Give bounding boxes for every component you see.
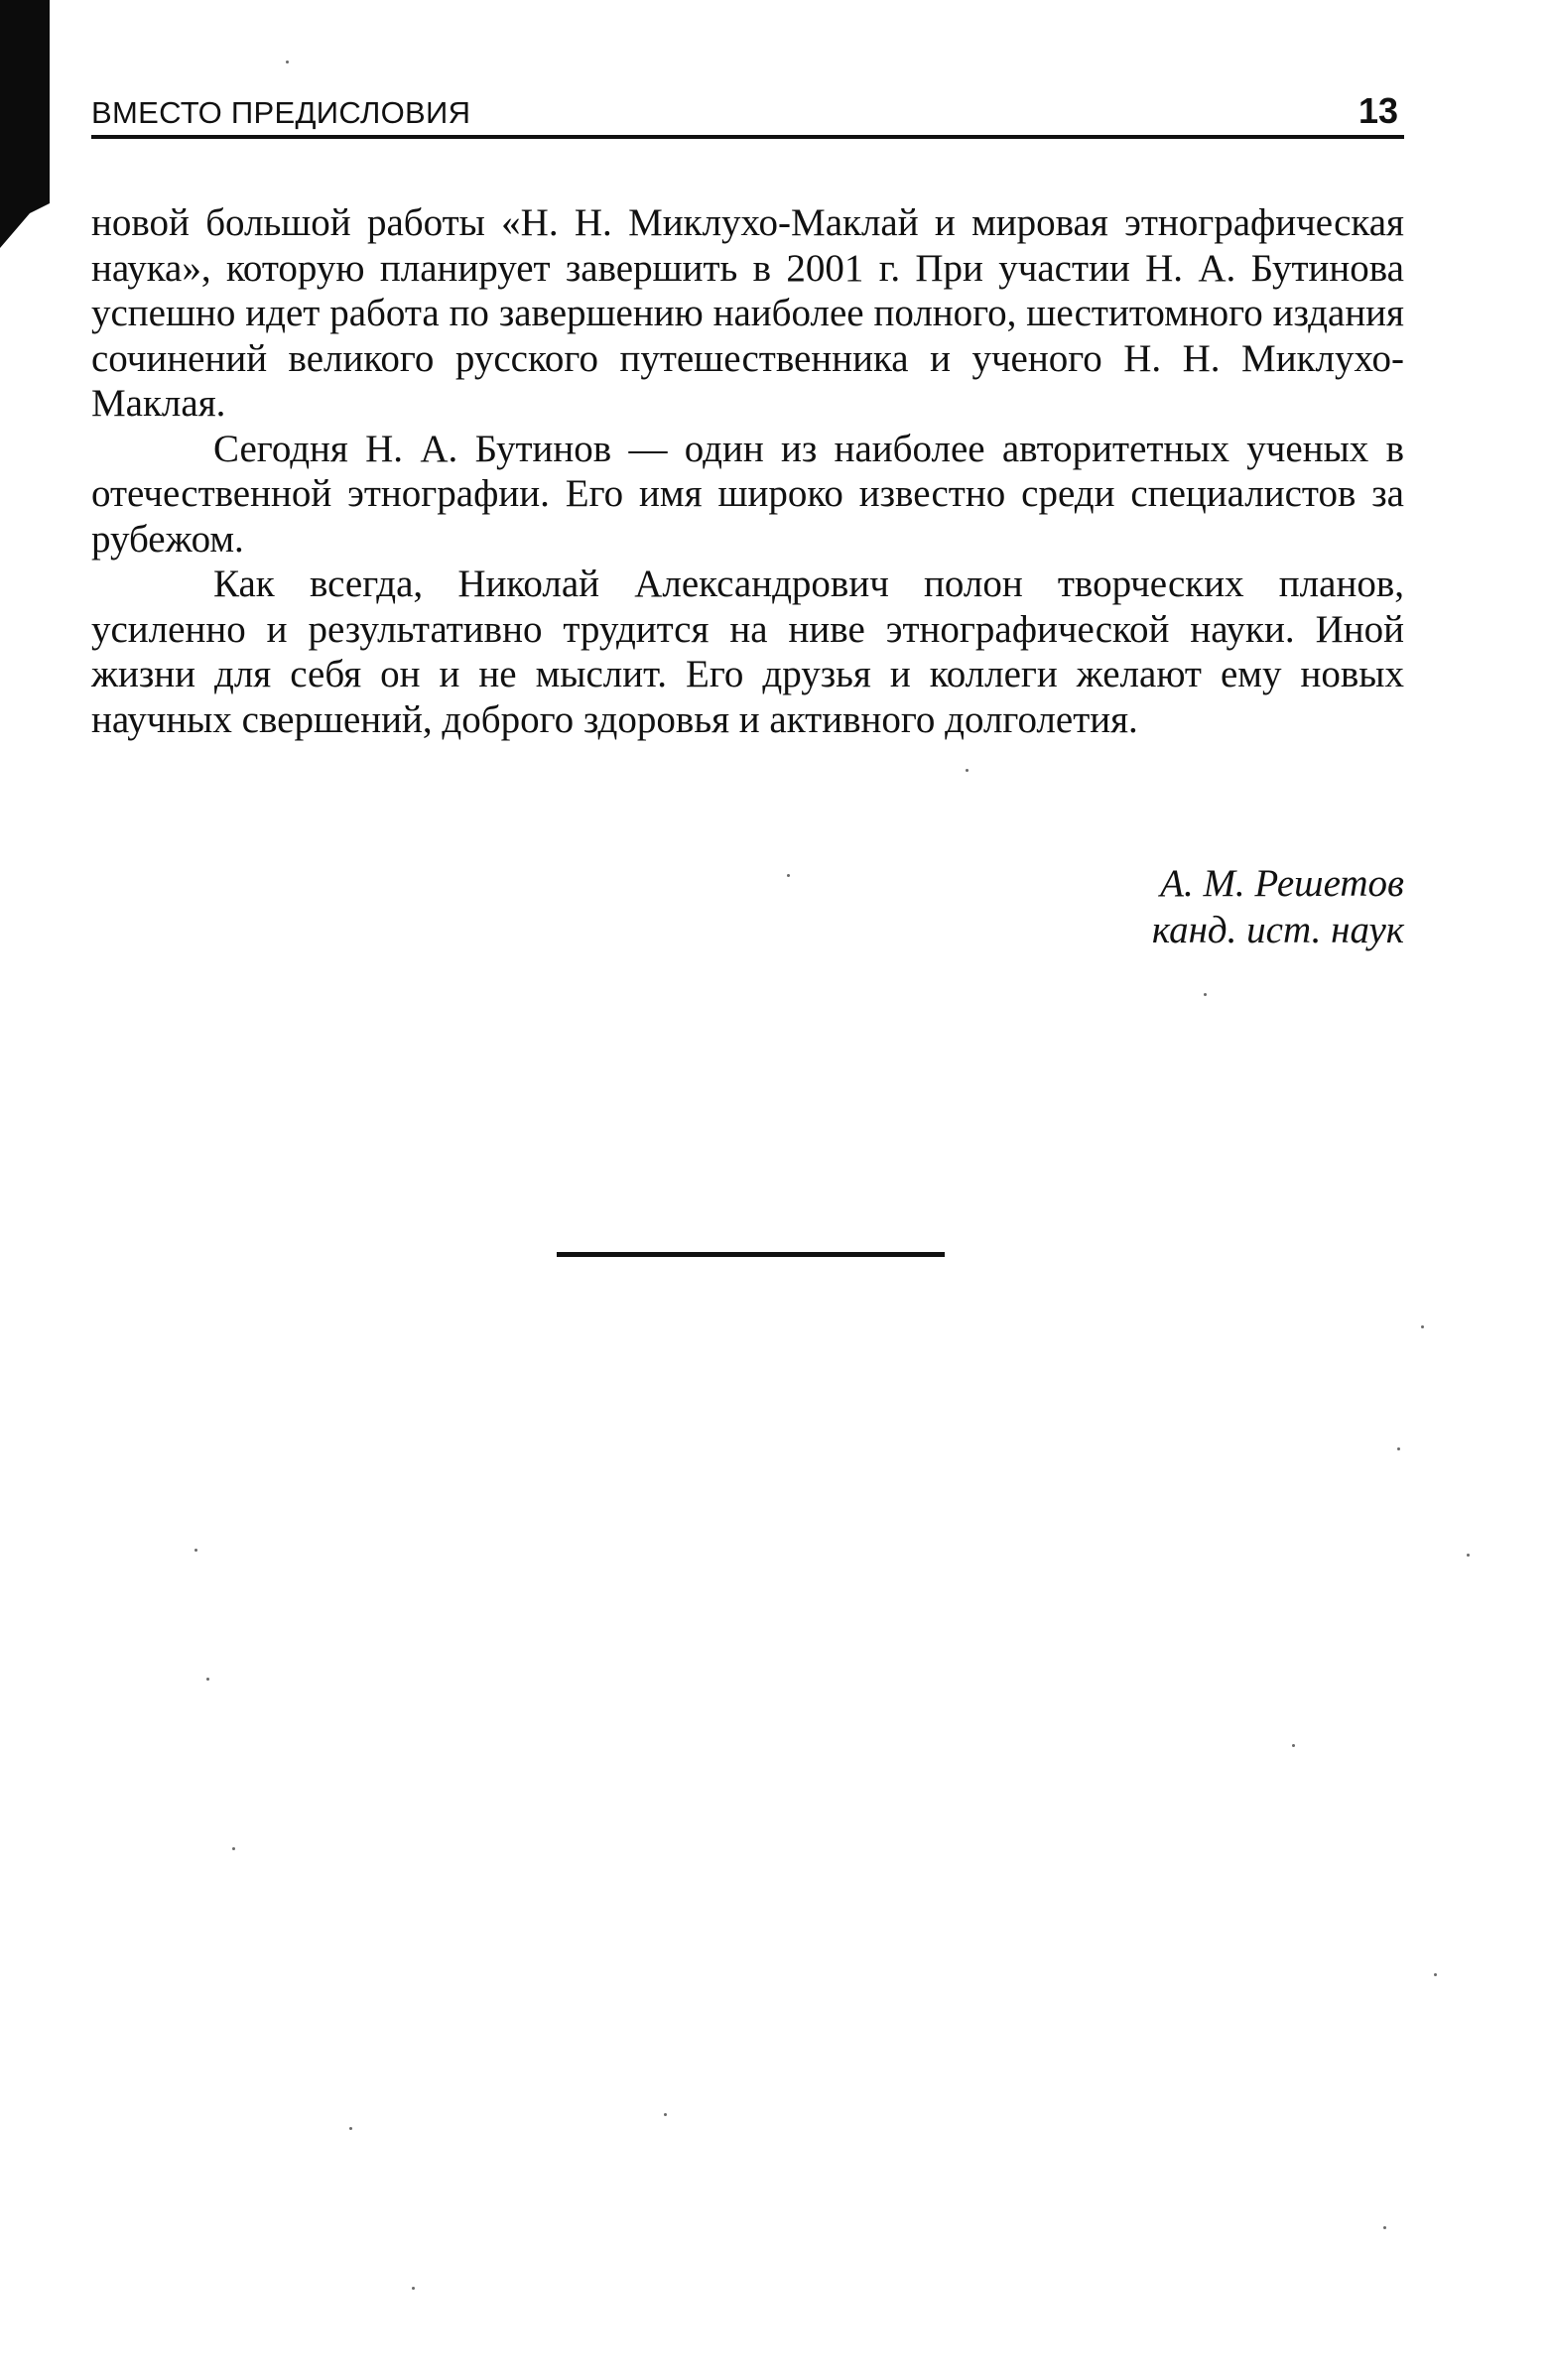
signature-author-name: А. М. Решетов xyxy=(1160,862,1404,905)
speck xyxy=(232,1847,235,1850)
running-head xyxy=(91,89,1404,139)
speck xyxy=(206,1678,209,1681)
section-end-rule xyxy=(557,1252,945,1257)
speck xyxy=(787,874,790,877)
running-head-title: ВМЕСТО ПРЕДИСЛОВИЯ xyxy=(91,95,471,130)
paragraph-continued: новой большой работы «Н. Н. Миклухо-Маклай и мировая этнографическая наука», которую планирует завершить в 2001 г. При участии Н. А. Бутинова успешно идет работа по завершению наиболее полного, шеститомного издания сочинений великого русского путешественника и ученого Н. Н. Миклухо-Маклая. xyxy=(91,201,1404,425)
page-number: 13 xyxy=(1357,90,1398,131)
speck xyxy=(349,2127,352,2130)
speck xyxy=(1397,1447,1400,1450)
scan-edge-shadow xyxy=(0,0,50,248)
speck xyxy=(966,769,969,772)
speck xyxy=(1434,1973,1437,1976)
paragraph: Как всегда, Николай Александрович полон творческих планов, усиленно и результативно трудится на ниве этнографической науки. Иной жизни для себя он и не мыслит. Его друзья и коллеги желают ему новых научных свершений, доброго здоровья и активного долголетия. xyxy=(91,563,1404,741)
speck xyxy=(286,61,289,63)
speck xyxy=(664,2113,667,2116)
body-text xyxy=(91,200,1404,742)
speck xyxy=(412,2287,415,2290)
paragraph: Сегодня Н. А. Бутинов — один из наиболее авторитетных ученых в отечественной этнографии. Его имя широко известно среди специалистов за рубежом. xyxy=(91,427,1404,561)
speck xyxy=(1421,1325,1424,1328)
signature-author-degree: канд. ист. наук xyxy=(1151,909,1404,951)
speck xyxy=(194,1549,197,1552)
speck xyxy=(1204,993,1207,996)
speck xyxy=(1292,1744,1295,1747)
speck xyxy=(1383,2226,1386,2229)
speck xyxy=(1467,1554,1470,1557)
signature-block xyxy=(1152,860,1404,953)
